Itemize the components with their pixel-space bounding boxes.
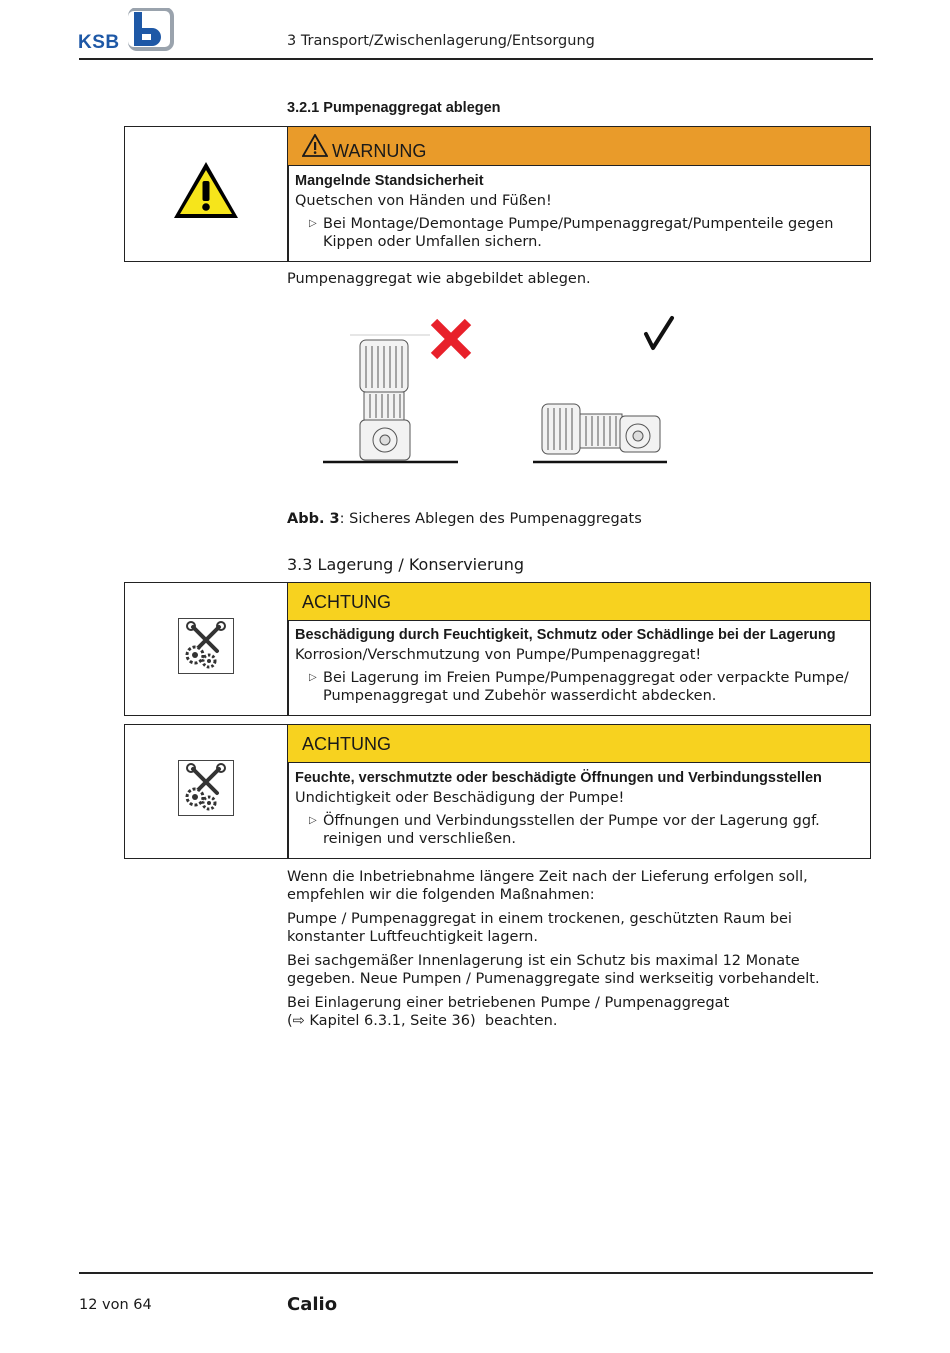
notice-action-2 — [295, 812, 862, 848]
figure-caption-text: : Sicheres Ablegen des Pumpenaggregats — [339, 511, 642, 527]
notice-consequence-1: Korrosion/Verschmutzung von Pumpe/Pumpenaggregat! — [295, 647, 702, 663]
section-heading-3-3: 3.3 Lagerung / Konservierung — [287, 555, 524, 574]
hazard-title: Mangelnde Standsicherheit — [295, 173, 484, 189]
notice-title-1: Beschädigung durch Feuchtigkeit, Schmutz oder Schädlinge bei der Lagerung — [295, 627, 836, 643]
correct-checkmark-icon — [646, 318, 672, 348]
storage-paragraph-3: Bei sachgemäßer Innenlagerung ist ein Schutz bis maximal 12 Monate gegeben. Neue Pumpen / Pumenaggregate sind werkseitig vorbehandelt. — [287, 953, 820, 987]
notice-banner-1 — [288, 583, 870, 621]
storage-paragraph-1: Wenn die Inbetriebnahme längere Zeit nach der Lieferung erfolgen soll, empfehlen wir die folgenden Maßnahmen: — [287, 869, 808, 903]
notice-content-2 — [295, 770, 862, 848]
tools-gears-icon — [178, 618, 234, 674]
notice-banner-2 — [288, 725, 870, 763]
upright-pump-illustration — [360, 340, 410, 460]
notice-label-1: ACHTUNG — [302, 592, 391, 612]
figure-caption — [287, 510, 867, 528]
chapter-xref-link[interactable]: ⇨ Kapitel 6.3.1, Seite 36 — [292, 1013, 470, 1029]
action-bullet-icon: ▷ — [309, 815, 317, 826]
figure-caption-label: Abb. 3 — [287, 511, 340, 527]
page-number: 12 von 64 — [79, 1297, 152, 1313]
notice-title-2: Feuchte, verschmutzte oder beschädigte Öffnungen und Verbindungsstellen — [295, 770, 822, 786]
warning-triangle-icon — [171, 159, 241, 225]
notice-content-1 — [295, 627, 862, 705]
ksb-logo — [78, 8, 174, 52]
notice-consequence-2: Undichtigkeit oder Beschädigung der Pumpe! — [295, 790, 625, 806]
warning-banner — [288, 127, 870, 166]
notice-label-2: ACHTUNG — [302, 734, 391, 754]
lying-pump-illustration — [542, 404, 660, 454]
section-heading-3-2-1: 3.2.1 Pumpenaggregat ablegen — [287, 100, 501, 116]
hazard-consequence: Quetschen von Händen und Füßen! — [295, 193, 552, 209]
storage-paragraph-2: Pumpe / Pumpenaggregat in einem trockenen, geschützten Raum bei konstanter Luftfeuchtigkeit lagern. — [287, 911, 792, 945]
storage-paragraph-4-line1: Bei Einlagerung einer betriebenen Pumpe / Pumpenaggregat — [287, 995, 730, 1011]
footer-rule — [79, 1272, 873, 1274]
notice-action-1 — [295, 669, 862, 705]
warning-small-icon — [302, 134, 328, 161]
notice-box-2 — [124, 724, 871, 859]
action-bullet-icon: ▷ — [309, 672, 317, 683]
hazard-action — [295, 215, 862, 251]
warning-label: WARNUNG — [332, 141, 427, 161]
notice-box-1 — [124, 582, 871, 716]
warning-box — [124, 126, 871, 262]
product-name: Calio — [287, 1294, 338, 1315]
header-rule — [79, 58, 873, 60]
chapter-title: 3 Transport/Zwischenlagerung/Entsorgung — [287, 33, 595, 49]
warning-content — [295, 173, 862, 251]
wrong-cross-icon — [434, 322, 468, 356]
hazard-action-text: Bei Montage/Demontage Pumpe/Pumpenaggregat/Pumpenteile gegen Kippen oder Umfallen sichern. — [323, 216, 834, 250]
tools-gears-icon — [178, 760, 234, 816]
instruction-text: Pumpenaggregat wie abgebildet ablegen. — [287, 271, 591, 287]
storage-paragraph-4: Bei Einlagerung einer betriebenen Pumpe / Pumpenaggregat (⇨ Kapitel 6.3.1, Seite 36) beachten. — [287, 995, 730, 1029]
xref-after-text: beachten. — [475, 1013, 558, 1029]
action-bullet-icon: ▷ — [309, 218, 317, 229]
logo-text: KSB — [78, 32, 120, 53]
figure-pump-placement — [320, 310, 680, 480]
notice-action-text-1: Bei Lagerung im Freien Pumpe/Pumpenaggregat oder verpackte Pumpe/ Pumpenaggregat und Zubehör wasserdicht abdecken. — [323, 670, 849, 704]
notice-action-text-2: Öffnungen und Verbindungsstellen der Pumpe vor der Lagerung ggf. reinigen und verschließen. — [323, 813, 820, 847]
